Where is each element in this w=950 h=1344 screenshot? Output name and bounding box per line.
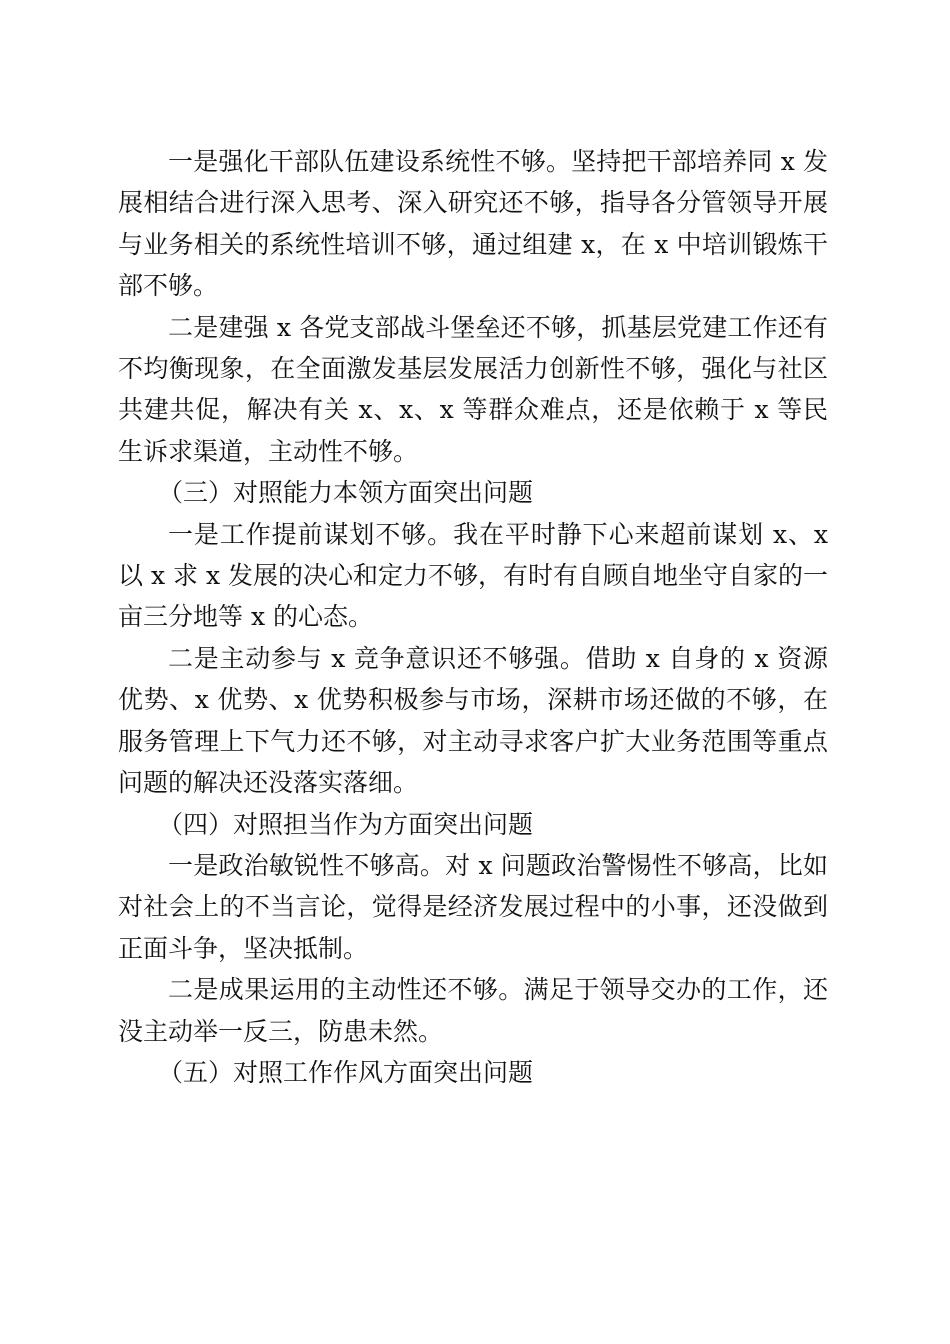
paragraph-work-planning: 一是工作提前谋划不够。我在平时静下心来超前谋划 x、x 以 x 求 x 发展的决心和定力不够，有时有自顾自地坐守自家的一亩三分地等 x 的心态。: [118, 519, 828, 632]
paragraph-political-sensitivity: 一是政治敏锐性不够高。对 x 问题政治警惕性不够高，比如对社会上的不当言论，觉得是经济发展过程中的小事，还没做到正面斗争，坚决抵制。: [118, 850, 828, 963]
paragraph-cadre-team-building: 一是强化干部队伍建设系统性不够。坚持把干部培养同 x 发展相结合进行深入思考、深入研究还不够，指导各分管领导开展与业务相关的系统性培训不够，通过组建 x，在 x 中培训锻炼干部不够。: [118, 147, 828, 301]
paragraph-party-branch: 二是建强 x 各党支部战斗堡垒还不够，抓基层党建工作还有不均衡现象，在全面激发基层发展活力创新性不够，强化与社区共建共促，解决有关 x、x、x 等群众难点，还是依赖于 x 等民生诉求渠道，主动性不够。: [118, 312, 828, 466]
section-heading-responsibility: （四）对照担当作为方面突出问题: [158, 809, 534, 839]
document-page: [118, 141, 828, 1093]
section-heading-work-style: （五）对照工作作风方面突出问题: [158, 1057, 534, 1087]
paragraph-results-application: 二是成果运用的主动性还不够。满足于领导交办的工作，还没主动举一反三，防患未然。: [118, 975, 828, 1046]
paragraph-competition-awareness: 二是主动参与 x 竞争意识还不够强。借助 x 自身的 x 资源优势、x 优势、x 优势积极参与市场，深耕市场还做的不够，在服务管理上下气力还不够，对主动寻求客户扩大业务范围等重点问题的解决还没落实落细。: [118, 643, 828, 798]
section-heading-ability: （三）对照能力本领方面突出问题: [158, 478, 534, 508]
